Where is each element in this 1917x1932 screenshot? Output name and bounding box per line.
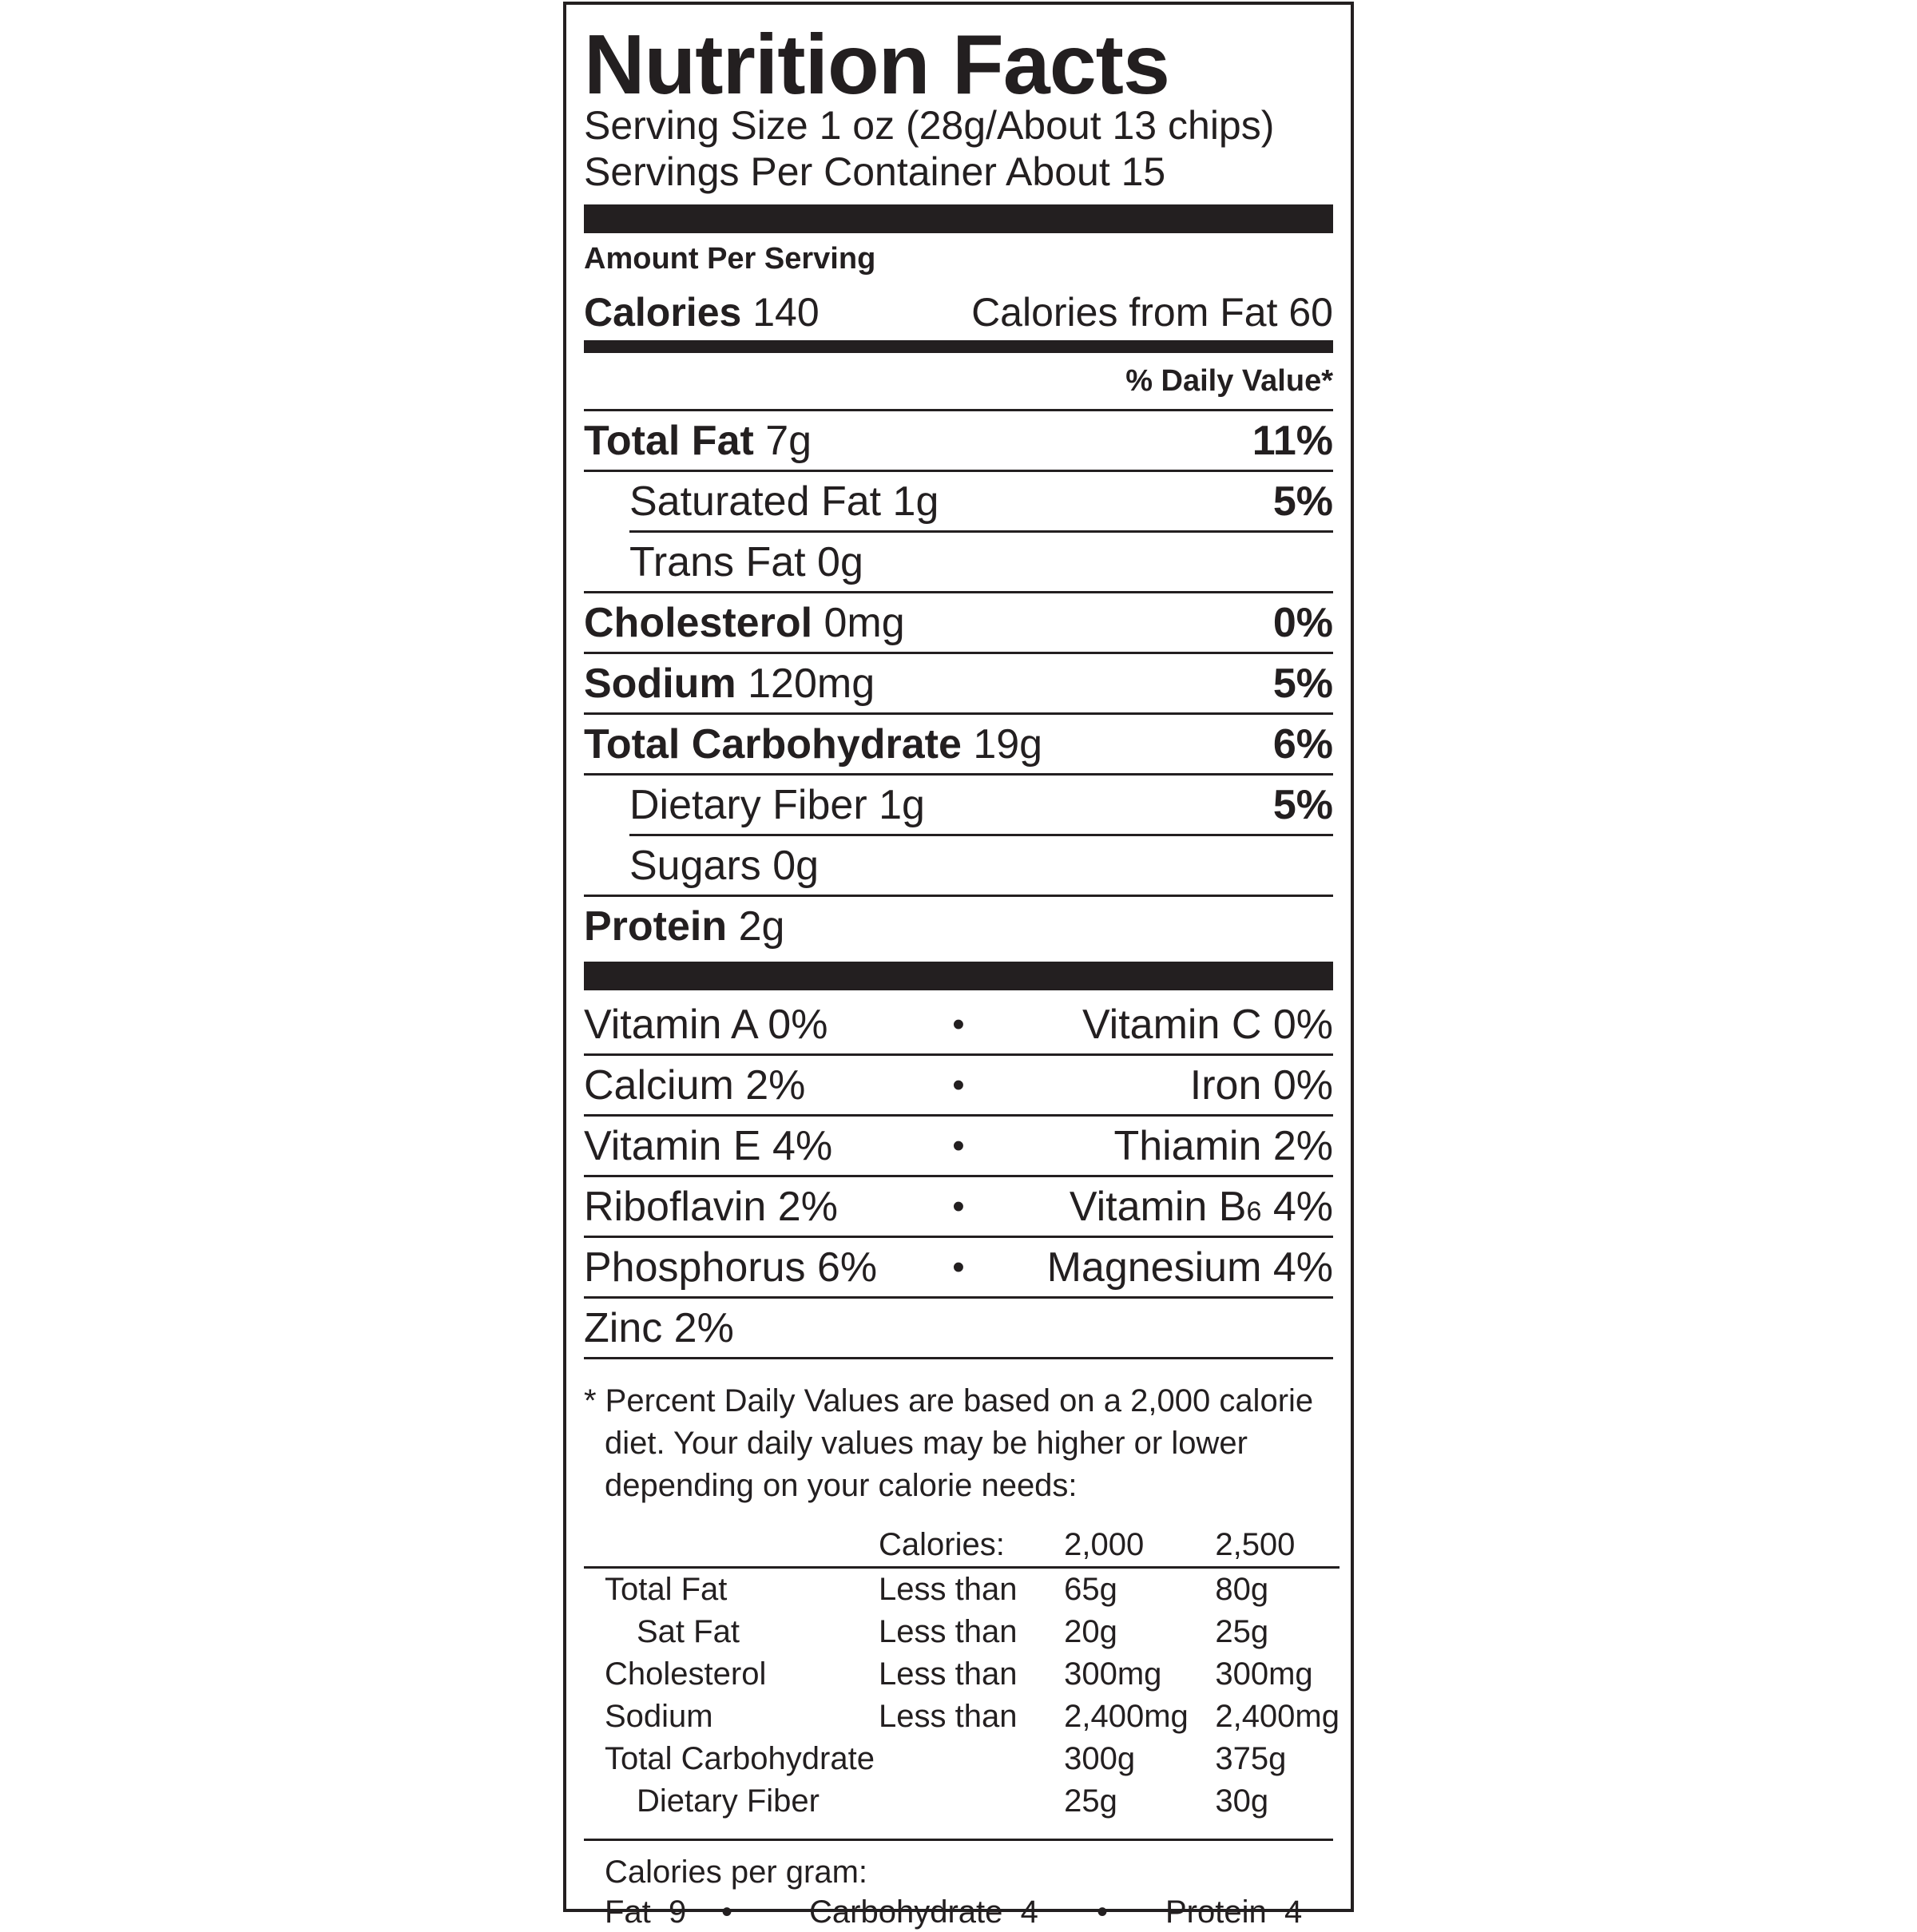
nutrient-row-saturated-fat	[629, 472, 1333, 533]
table-cell	[879, 1780, 1064, 1823]
nutrient-label: Saturated Fat	[629, 478, 882, 525]
footnote-line: * Percent Daily Values are based on a 2,000 calorie	[584, 1383, 1314, 1418]
amount-per-serving: Amount Per Serving	[584, 241, 876, 276]
nutrient-row-cholesterol	[584, 593, 1333, 654]
table-cell: Total Fat	[605, 1572, 728, 1607]
vitamin-right: Iron 0%	[1189, 1061, 1333, 1109]
vitamin-left: Calcium 2%	[584, 1061, 806, 1109]
nutrient-amount: 0mg	[824, 599, 905, 646]
daily-value-header	[584, 353, 1333, 411]
nutrient-dv: 5%	[1272, 478, 1333, 525]
vitamin-row	[584, 1117, 1333, 1177]
table-row	[584, 1611, 1340, 1653]
thick-divider	[584, 962, 1333, 990]
nutrient-dv: 11%	[1252, 417, 1333, 464]
table-cell: Sat Fat	[637, 1614, 740, 1649]
calories-per-gram-values	[605, 1892, 1333, 1932]
table-cell: 2,400mg	[1064, 1699, 1189, 1734]
vitamin-right	[982, 1183, 1333, 1231]
nutrient-label: Dietary Fiber	[629, 781, 867, 828]
table-cell: Calories:	[879, 1523, 1064, 1568]
calories-label: Calories	[584, 290, 742, 335]
thick-divider	[584, 204, 1333, 233]
table-cell: 300mg	[1215, 1656, 1313, 1692]
calories-per-gram	[584, 1839, 1333, 1932]
table-row	[584, 1568, 1340, 1612]
nutrient-amount: 0g	[817, 538, 863, 585]
nutrient-label: Trans Fat	[629, 538, 806, 585]
fat-per-gram: Fat 9	[605, 1894, 687, 1930]
table-cell: Dietary Fiber	[637, 1783, 820, 1819]
nutrient-amount: 0g	[772, 842, 820, 889]
vitamin-right: Thiamin 2%	[1113, 1122, 1333, 1169]
vitamin-right: Vitamin C 0%	[1082, 1001, 1333, 1048]
vitamin-row	[584, 995, 1333, 1056]
vitamin-row	[584, 1238, 1333, 1299]
nutrient-amount: 19g	[973, 720, 1043, 768]
nutrient-amount: 120mg	[748, 660, 875, 707]
table-cell: 2,400mg	[1215, 1699, 1340, 1734]
table-cell: 375g	[1215, 1741, 1287, 1776]
table-row	[584, 1653, 1340, 1696]
nutrient-label: Sugars	[629, 842, 761, 889]
vitamin-b6-value: 4%	[1261, 1183, 1333, 1230]
table-cell: Less than	[878, 1614, 1018, 1649]
servings-per-container: Servings Per Container About 15	[584, 149, 1166, 194]
vitamin-b6-subscript: 6	[1246, 1196, 1262, 1227]
table-cell: 2,000	[1064, 1523, 1215, 1568]
table-cell: Less than	[878, 1699, 1018, 1734]
vitamin-left: Riboflavin 2%	[584, 1183, 838, 1230]
table-cell: Cholesterol	[605, 1656, 767, 1692]
bullet-separator: •	[952, 1186, 965, 1226]
table-cell	[584, 1523, 879, 1568]
label-content	[584, 5, 1340, 1932]
vitamin-left: Zinc 2%	[584, 1304, 734, 1351]
table-cell: 80g	[1215, 1572, 1269, 1607]
serving-size: Serving Size 1 oz (28g/About 13 chips)	[584, 103, 1275, 148]
table-row	[584, 1738, 1340, 1780]
nutrient-amount: 7g	[765, 417, 812, 464]
daily-value-header-label: % Daily Value*	[1125, 363, 1333, 398]
protein-per-gram: Protein 4	[1165, 1894, 1303, 1930]
nutrient-amount: 1g	[879, 781, 925, 828]
nutrient-amount: 2g	[738, 903, 785, 950]
nutrient-row-sodium	[584, 654, 1333, 715]
vitamin-left: Phosphorus 6%	[584, 1244, 878, 1291]
footnote	[584, 1380, 1333, 1507]
table-cell: 25g	[1064, 1783, 1117, 1819]
nutrient-label: Sodium	[584, 660, 736, 707]
nutrient-row-sugars	[584, 836, 1333, 897]
table-row	[584, 1780, 1340, 1823]
nutrient-row-total-fat	[584, 411, 1333, 472]
table-cell: 2,500	[1215, 1523, 1340, 1568]
vitamin-left: Vitamin E 4%	[584, 1122, 833, 1169]
medium-divider	[584, 340, 1333, 353]
nutrient-row-dietary-fiber	[629, 776, 1333, 836]
table-cell: Less than	[878, 1572, 1018, 1607]
calories-left	[584, 289, 820, 335]
table-cell: 65g	[1064, 1572, 1117, 1607]
vitamin-b6-name: Vitamin B	[1069, 1183, 1247, 1230]
bullet-separator: •	[952, 1065, 965, 1105]
vitamin-row	[584, 1056, 1333, 1117]
footnote-line: depending on your calorie needs:	[605, 1468, 1078, 1503]
bullet-separator: •	[952, 1004, 965, 1044]
nutrient-label: Total Fat	[584, 417, 754, 464]
daily-value-table	[584, 1523, 1340, 1823]
nutrition-facts-label	[563, 2, 1354, 1930]
nutrient-dv: 5%	[1272, 660, 1333, 707]
vitamin-row	[584, 1299, 1333, 1359]
nutrient-row-trans-fat	[584, 533, 1333, 593]
table-cell: 25g	[1215, 1614, 1269, 1649]
vitamin-row	[584, 1177, 1333, 1238]
nutrient-label: Total Carbohydrate	[584, 720, 962, 768]
nutrient-row-protein	[584, 897, 1333, 955]
table-cell: 300g	[1064, 1741, 1136, 1776]
nutrient-amount: 1g	[892, 478, 939, 525]
nutrient-dv: 0%	[1272, 599, 1333, 646]
calories-value: 140	[752, 290, 820, 335]
bullet-separator: •	[1097, 1894, 1109, 1930]
vitamin-right: Magnesium 4%	[1046, 1244, 1333, 1291]
table-header-row	[584, 1523, 1340, 1568]
table-row	[584, 1696, 1340, 1738]
calories-from-fat: Calories from Fat 60	[971, 290, 1333, 335]
table-cell: Total Carbohydrate	[605, 1741, 875, 1776]
nutrient-dv: 5%	[1272, 781, 1333, 828]
nutrient-label: Protein	[584, 903, 728, 950]
nutrient-dv: 6%	[1272, 720, 1333, 768]
label-title: Nutrition Facts	[584, 18, 1169, 112]
table-cell: 300mg	[1064, 1656, 1162, 1692]
table-cell: Sodium	[605, 1699, 713, 1734]
table-cell: 20g	[1064, 1614, 1117, 1649]
bullet-separator: •	[952, 1125, 965, 1165]
table-cell: Less than	[878, 1656, 1018, 1692]
vitamin-left: Vitamin A 0%	[584, 1001, 828, 1048]
carbohydrate-per-gram: Carbohydrate 4	[809, 1894, 1038, 1930]
bullet-separator: •	[952, 1247, 965, 1287]
calories-row	[584, 284, 1333, 340]
nutrient-label: Cholesterol	[584, 599, 813, 646]
calories-per-gram-label: Calories per gram:	[605, 1855, 868, 1890]
nutrient-row-total-carbohydrate	[584, 715, 1333, 776]
footnote-line: diet. Your daily values may be higher or lower	[605, 1426, 1248, 1461]
table-cell	[879, 1738, 1064, 1780]
bullet-separator: •	[721, 1894, 733, 1930]
table-cell: 30g	[1215, 1783, 1269, 1819]
